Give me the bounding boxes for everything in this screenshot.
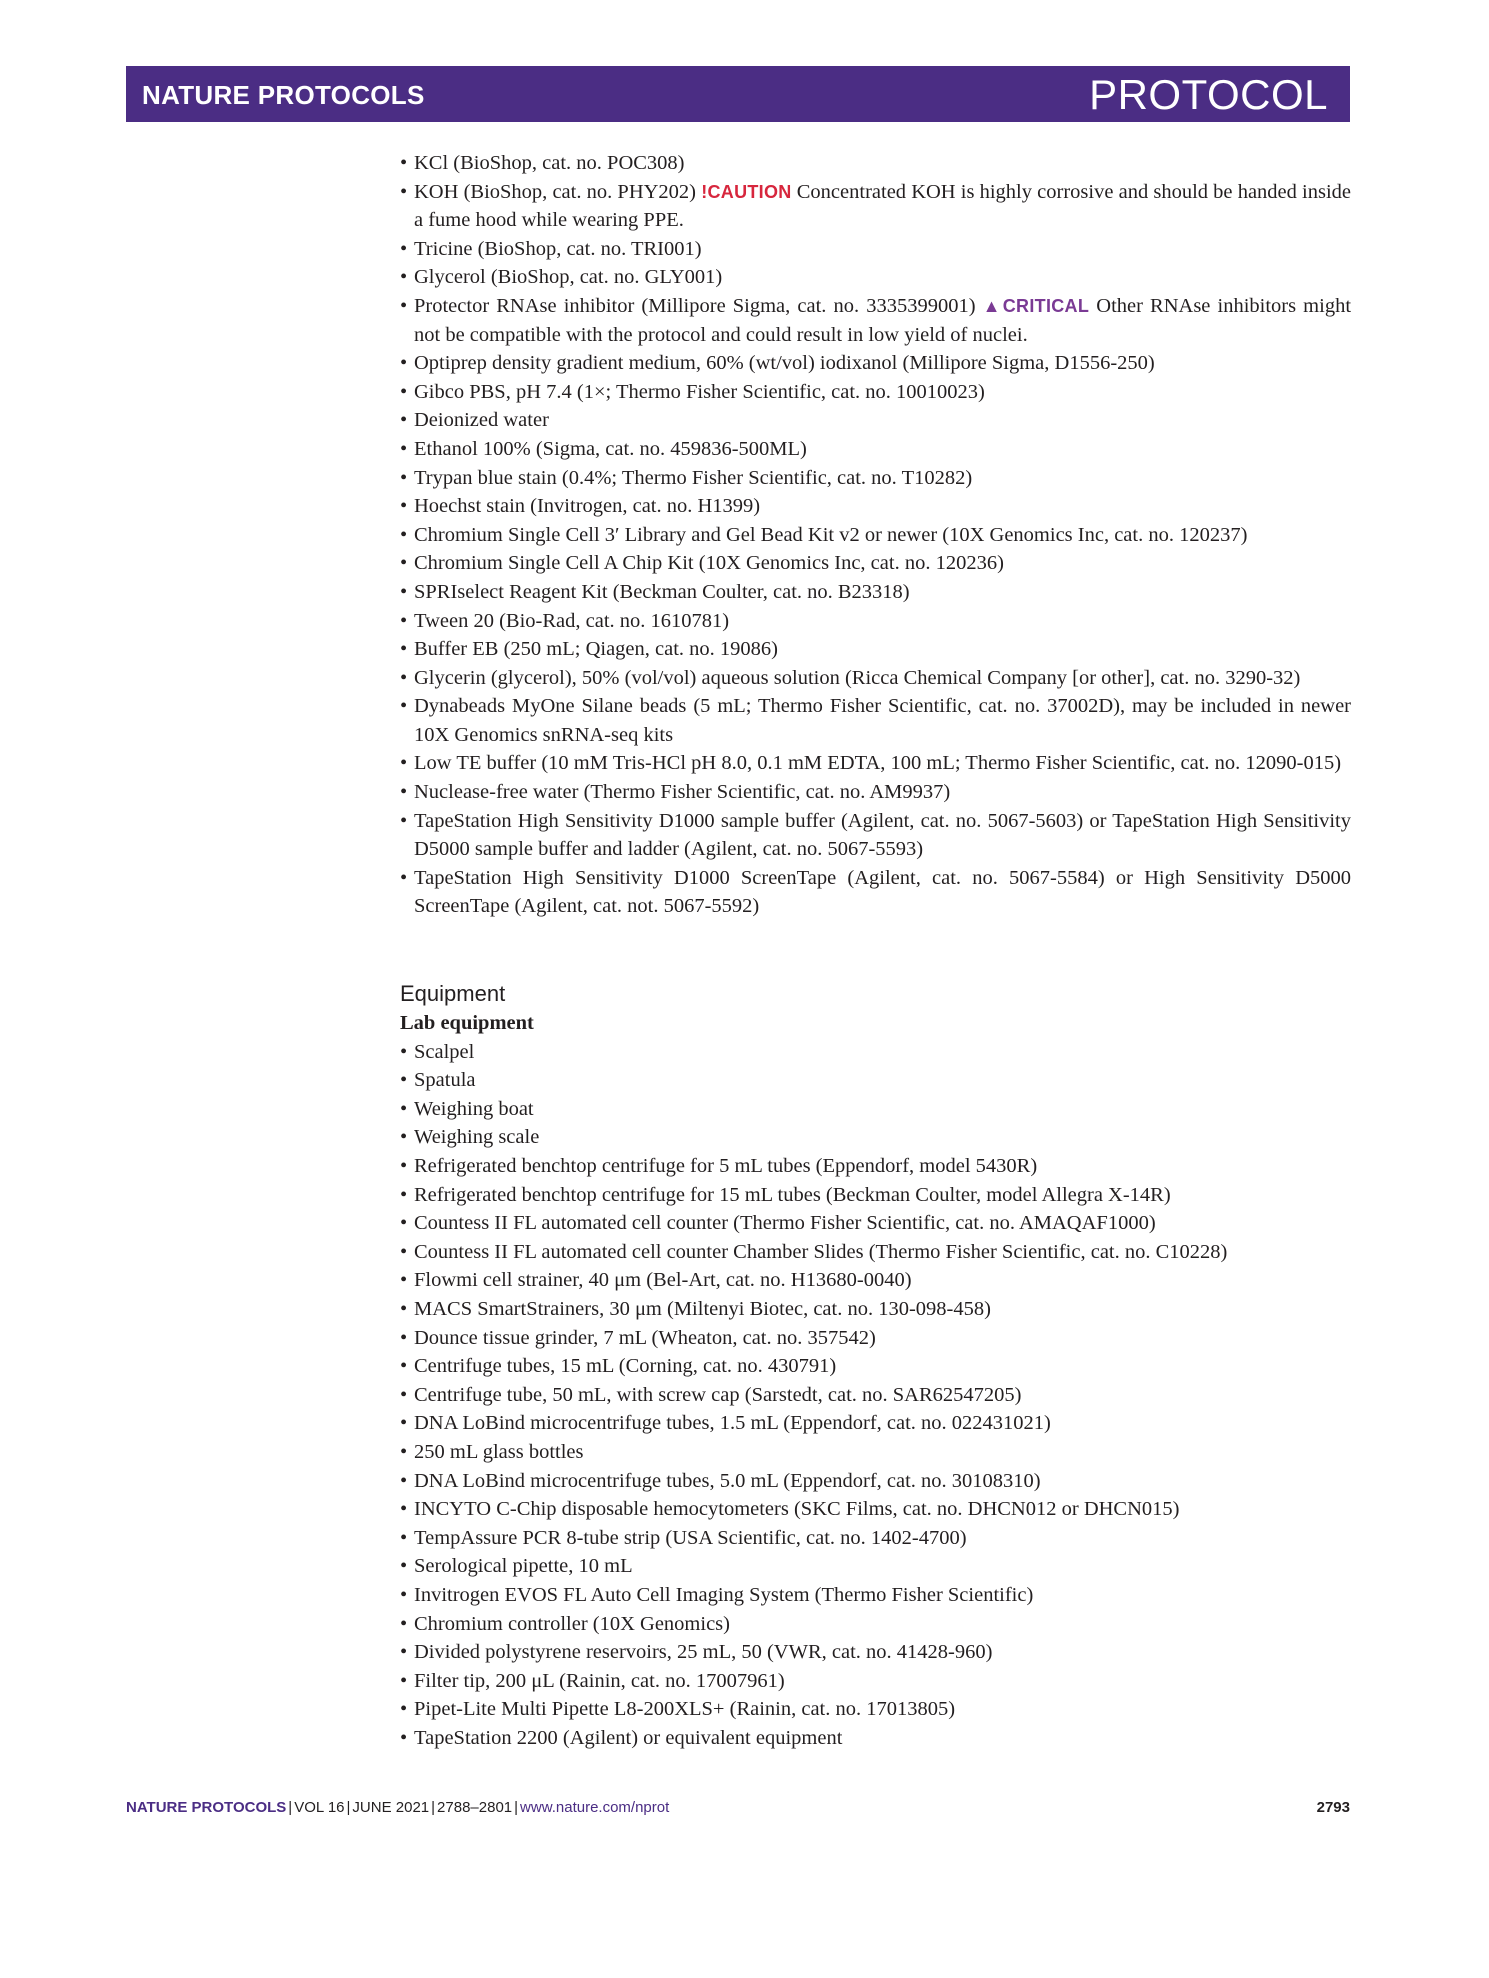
caution-note: Concentrated KOH is highly corrosive and should be handed inside a fume hood while wearing PPE.	[414, 180, 1352, 232]
reagent-item: • Glycerin (glycerol), 50% (vol/vol) aqueous solution (Ricca Chemical Company [or other], cat. no. 3290-32)	[400, 664, 1351, 693]
lab-equipment-subheading: Lab equipment	[400, 1012, 534, 1035]
equipment-item: • Serological pipette, 10 mL	[400, 1552, 1351, 1581]
footer-date: JUNE 2021	[352, 1799, 430, 1816]
reagent-item: • Tween 20 (Bio-Rad, cat. no. 1610781)	[400, 607, 1351, 636]
equipment-item: • INCYTO C-Chip disposable hemocytometers (SKC Films, cat. no. DHCN012 or DHCN015)	[400, 1495, 1351, 1524]
reagent-item: • Tricine (BioShop, cat. no. TRI001)	[400, 235, 1351, 264]
equipment-item: • DNA LoBind microcentrifuge tubes, 5.0 mL (Eppendorf, cat. no. 30108310)	[400, 1467, 1351, 1496]
footer-journal: NATURE PROTOCOLS	[126, 1799, 287, 1816]
equipment-item: • Divided polystyrene reservoirs, 25 mL, 50 (VWR, cat. no. 41428-960)	[400, 1638, 1351, 1667]
footer-url-link[interactable]: www.nature.com/nprot	[520, 1799, 670, 1816]
equipment-item: • TempAssure PCR 8-tube strip (USA Scientific, cat. no. 1402-4700)	[400, 1524, 1351, 1553]
equipment-item: • TapeStation 2200 (Agilent) or equivalent equipment	[400, 1724, 1351, 1753]
equipment-item: • Centrifuge tube, 50 mL, with screw cap (Sarstedt, cat. no. SAR62547205)	[400, 1381, 1351, 1410]
equipment-item: • Weighing scale	[400, 1123, 1351, 1152]
equipment-item: • Countess II FL automated cell counter (Thermo Fisher Scientific, cat. no. AMAQAF1000)	[400, 1209, 1351, 1238]
reagent-item: • TapeStation High Sensitivity D1000 ScreenTape (Agilent, cat. no. 5067-5584) or High Sensitivity D5000 ScreenTape (Agilent, cat. not. 5067-5592)	[400, 864, 1351, 921]
reagent-item: • Buffer EB (250 mL; Qiagen, cat. no. 19086)	[400, 635, 1351, 664]
equipment-item: • Scalpel	[400, 1038, 1351, 1067]
page-number: 2793	[1316, 1799, 1350, 1816]
equipment-item: • Weighing boat	[400, 1095, 1351, 1124]
equipment-item: • Filter tip, 200 μL (Rainin, cat. no. 17007961)	[400, 1667, 1351, 1696]
reagent-item: • Protector RNAse inhibitor (Millipore Sigma, cat. no. 3335399001) ▲CRITICAL Other RNAse inhibitors might not be compatible with the protocol and could result in low yield of nuclei.	[400, 292, 1351, 349]
reagent-item: • Chromium Single Cell A Chip Kit (10X Genomics Inc, cat. no. 120236)	[400, 549, 1351, 578]
equipment-item: • Flowmi cell strainer, 40 μm (Bel-Art, cat. no. H13680-0040)	[400, 1266, 1351, 1295]
equipment-item: • Pipet-Lite Multi Pipette L8-200XLS+ (Rainin, cat. no. 17013805)	[400, 1695, 1351, 1724]
equipment-list	[400, 1038, 1351, 1753]
page-footer: NATURE PROTOCOLS | VOL 16 | JUNE 2021 | 2788–2801 | www.nature.com/nprot 2793	[126, 1799, 1350, 1816]
journal-name: NATURE PROTOCOLS	[142, 80, 425, 110]
reagent-item: • Dynabeads MyOne Silane beads (5 mL; Thermo Fisher Scientific, cat. no. 37002D), may be included in newer 10X Genomics snRNA-seq kits	[400, 692, 1351, 749]
reagent-item: • Nuclease-free water (Thermo Fisher Scientific, cat. no. AM9937)	[400, 778, 1351, 807]
equipment-item: • DNA LoBind microcentrifuge tubes, 1.5 mL (Eppendorf, cat. no. 022431021)	[400, 1409, 1351, 1438]
reagent-item: • Low TE buffer (10 mM Tris-HCl pH 8.0, 0.1 mM EDTA, 100 mL; Thermo Fisher Scientific, cat. no. 12090-015)	[400, 749, 1351, 778]
critical-label: ▲CRITICAL	[982, 295, 1090, 316]
critical-note: Other RNAse inhibitors might not be compatible with the protocol and could result in low yield of nuclei.	[414, 294, 1352, 346]
equipment-item: • Dounce tissue grinder, 7 mL (Wheaton, cat. no. 357542)	[400, 1324, 1351, 1353]
caution-label: !CAUTION	[701, 181, 792, 202]
page-header	[126, 66, 1350, 122]
reagent-item: • Trypan blue stain (0.4%; Thermo Fisher Scientific, cat. no. T10282)	[400, 464, 1351, 493]
footer-volume: VOL 16	[294, 1799, 345, 1816]
reagent-item: • Gibco PBS, pH 7.4 (1×; Thermo Fisher Scientific, cat. no. 10010023)	[400, 378, 1351, 407]
reagent-item: • Hoechst stain (Invitrogen, cat. no. H1399)	[400, 492, 1351, 521]
main-content	[400, 149, 1351, 1752]
reagent-item: • KCl (BioShop, cat. no. POC308)	[400, 149, 1351, 178]
equipment-item: • Refrigerated benchtop centrifuge for 15 mL tubes (Beckman Coulter, model Allegra X-14R)	[400, 1181, 1351, 1210]
equipment-item: • 250 mL glass bottles	[400, 1438, 1351, 1467]
reagent-item: • Deionized water	[400, 406, 1351, 435]
reagent-item: • Ethanol 100% (Sigma, cat. no. 459836-500ML)	[400, 435, 1351, 464]
equipment-item: • Countess II FL automated cell counter Chamber Slides (Thermo Fisher Scientific, cat. no. C10228)	[400, 1238, 1351, 1267]
reagent-item: • KOH (BioShop, cat. no. PHY202) !CAUTION Concentrated KOH is highly corrosive and should be handed inside a fume hood while wearing PPE.	[400, 178, 1351, 235]
reagent-item: • Chromium Single Cell 3′ Library and Gel Bead Kit v2 or newer (10X Genomics Inc, cat. no. 120237)	[400, 521, 1351, 550]
equipment-item: • Centrifuge tubes, 15 mL (Corning, cat. no. 430791)	[400, 1352, 1351, 1381]
reagent-item: • TapeStation High Sensitivity D1000 sample buffer (Agilent, cat. no. 5067-5603) or TapeStation High Sensitivity D5000 sample buffer and ladder (Agilent, cat. no. 5067-5593)	[400, 807, 1351, 864]
equipment-item: • MACS SmartStrainers, 30 μm (Miltenyi Biotec, cat. no. 130-098-458)	[400, 1295, 1351, 1324]
reagent-item: • SPRIselect Reagent Kit (Beckman Coulter, cat. no. B23318)	[400, 578, 1351, 607]
footer-pages: 2788–2801	[437, 1799, 513, 1816]
equipment-item: • Refrigerated benchtop centrifuge for 5 mL tubes (Eppendorf, model 5430R)	[400, 1152, 1351, 1181]
reagent-item: • Glycerol (BioShop, cat. no. GLY001)	[400, 263, 1351, 292]
equipment-item: • Spatula	[400, 1066, 1351, 1095]
equipment-item: • Chromium controller (10X Genomics)	[400, 1610, 1351, 1639]
equipment-item: • Invitrogen EVOS FL Auto Cell Imaging System (Thermo Fisher Scientific)	[400, 1581, 1351, 1610]
reagent-list	[400, 149, 1351, 921]
reagent-item: • Optiprep density gradient medium, 60% (wt/vol) iodixanol (Millipore Sigma, D1556-250)	[400, 349, 1351, 378]
article-type: PROTOCOL	[1089, 71, 1328, 118]
equipment-heading: Equipment	[400, 981, 506, 1007]
